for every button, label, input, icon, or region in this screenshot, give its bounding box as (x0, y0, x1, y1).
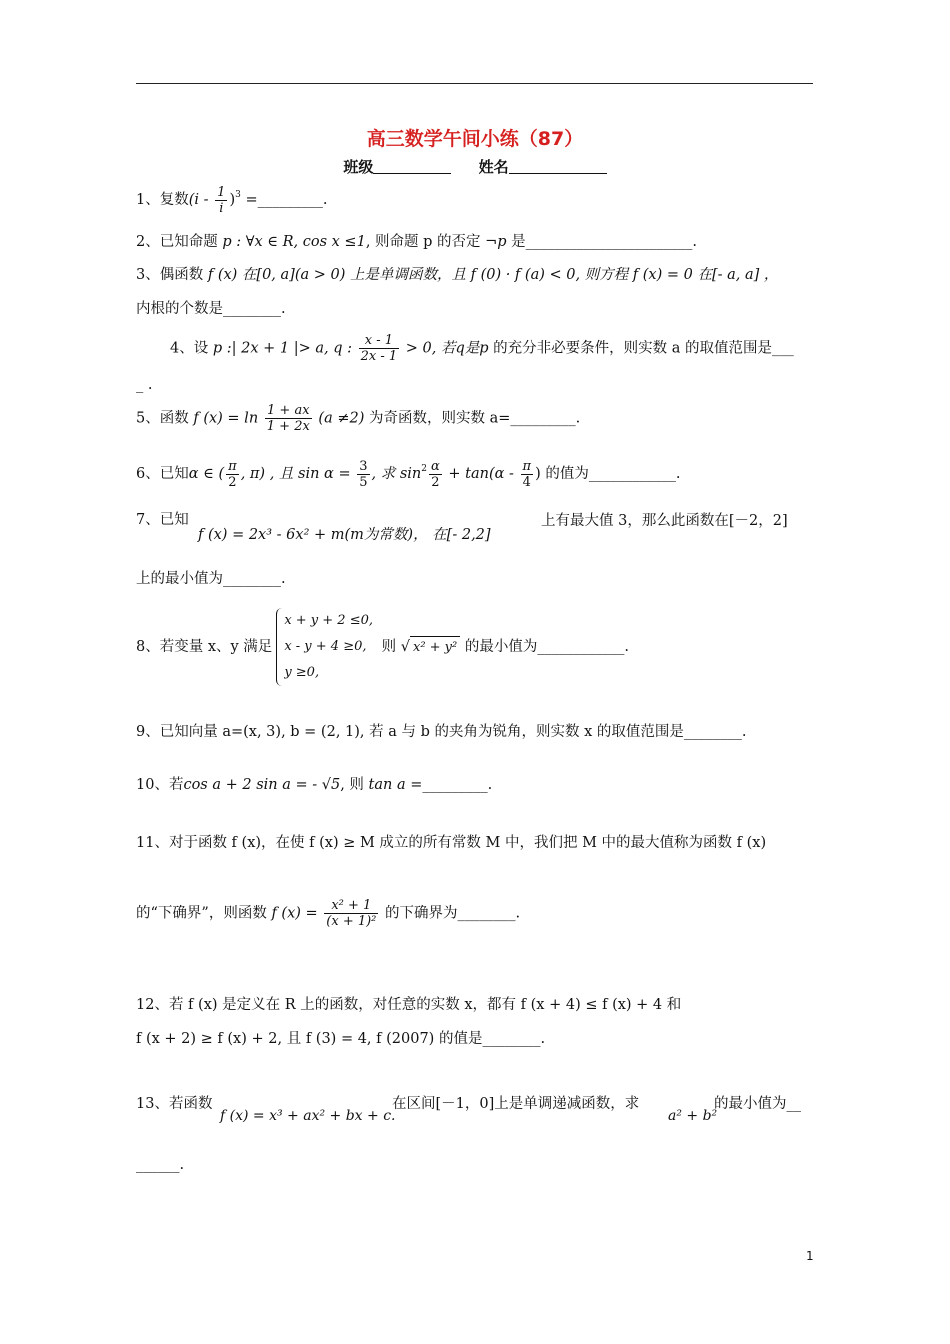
q6-den1: 2 (228, 474, 237, 490)
q6-expr-b: , π) , 且 sin α = (240, 466, 356, 482)
q6-num2: 3 (359, 458, 368, 474)
q10-mid: , 则 (340, 777, 369, 793)
q2-prefix: 2、已知命题 (136, 234, 223, 250)
q6-num1: π (228, 458, 237, 474)
q4-prefix: 4、设 (170, 340, 213, 357)
q6-prefix: 6、已知 (136, 466, 189, 482)
q6-num3: α (430, 458, 440, 474)
q5-expr-a: f (x) = ln (193, 410, 263, 427)
name-label: 姓名 (478, 158, 509, 176)
q13-prefix: 13、若函数 (136, 1096, 213, 1112)
q6-den2: 5 (359, 474, 368, 490)
q11-num: x² + 1 (324, 898, 378, 914)
q13-tail: 在区间[－1，0]上是单调递减函数，求 (392, 1096, 640, 1112)
q6-expr-c: , 求 sin (371, 466, 422, 482)
q11-expr: f (x) = (271, 905, 323, 922)
question-13-line-2: ______. (136, 1157, 185, 1173)
q1-expr-a: (i - (188, 192, 214, 208)
q8-suffix: 的最小值为____________. (460, 639, 629, 655)
q1-prefix: 1、复数 (136, 192, 189, 208)
q1-den: i (219, 200, 224, 216)
header-rule (136, 83, 813, 84)
q10-suffix: =_________. (405, 777, 493, 793)
q6-expr-e: ) (535, 466, 541, 482)
page-number: 1 (806, 1249, 814, 1263)
q5-fraction (265, 403, 312, 434)
q11-prefix: 的“下确界”，则函数 (136, 905, 272, 922)
question-12: 12、若 f (x) 是定义在 R 上的函数，对任意的实数 x，都有 f (x + 4) ≤ f (x) + 4 和 (136, 997, 682, 1013)
q4-fraction (359, 333, 400, 364)
q5-prefix: 5、函数 (136, 410, 194, 427)
q8-constraint-3: y ≥0, (284, 665, 320, 680)
q6-exp: 2 (421, 464, 427, 474)
q4-den: 2x - 1 (360, 349, 398, 364)
question-5 (136, 403, 816, 434)
q4-expr-p: p :| 2x + 1 |> a, q : (212, 340, 357, 357)
q6-den3: 2 (431, 474, 440, 490)
question-7: 7、已知 (136, 512, 189, 528)
q7-expr: f (x) = 2x³ - 6x² + m(m为常数)， 在[- 2,2] (198, 527, 491, 543)
q2-neg: ¬p (485, 234, 507, 250)
q10-expr2: tan a (368, 777, 406, 793)
class-label: 班级 (343, 158, 374, 176)
q2-suffix: 是_______________________. (506, 234, 698, 250)
class-blank[interactable] (373, 159, 451, 174)
q8-mid: 则 (377, 639, 401, 655)
question-2 (136, 231, 816, 253)
q6-expr-d: + tan(α - (443, 466, 519, 482)
q5-suffix: 为奇函数，则实数 a=_________. (364, 410, 581, 427)
student-info (0, 156, 950, 177)
q1-num: 1 (217, 184, 226, 200)
q10-expr: cos a + 2 sin a = - √5 (183, 777, 341, 793)
q1-expr-b: ) (229, 192, 236, 208)
q8-root: x² + y² (410, 636, 460, 659)
q6-den4: 4 (522, 474, 531, 490)
q3-prefix: 3、偶函数 (136, 267, 208, 283)
q5-den: 1 + 2x (266, 419, 310, 434)
name-blank[interactable] (509, 159, 607, 174)
q6-fraction-1 (226, 459, 239, 490)
q11-suffix: 的下确界为________. (380, 905, 521, 922)
q4-suffix: 的充分非必要条件，则实数 a 的取值范围是___ (488, 340, 794, 357)
q13-expr: f (x) = x³ + ax² + bx + c. (220, 1108, 396, 1124)
question-12-line-2: f (x + 2) ≥ f (x) + 2, 且 f (3) = 4, f (2007) 的值是________. (136, 1031, 546, 1047)
question-11-line-2 (136, 898, 816, 929)
q13-ab: a² + b² (668, 1108, 718, 1124)
q6-num4: π (522, 458, 532, 474)
q1-suffix: =_________. (240, 192, 328, 208)
q8-constraint-1: x + y + 2 ≤0, (284, 613, 374, 628)
q6-expr-a: α ∈ ( (188, 466, 225, 482)
page-title: 高三数学午间小练（87） (366, 128, 584, 150)
q1-fraction (215, 185, 227, 216)
q2-expr: p : ∀x ∈ R, cos x ≤1 (222, 234, 366, 250)
question-9: 9、已知向量 a=(x, 3), b = (2, 1), 若 a 与 b 的夹角为锐角，则实数 x 的取值范围是________. (136, 724, 747, 740)
q4-num: x - 1 (359, 333, 400, 349)
q6-fraction-2 (357, 459, 369, 490)
q6-fraction-3 (429, 459, 442, 490)
q1-exp: 3 (235, 190, 241, 200)
question-10 (136, 774, 816, 796)
question-7-line-2: 上的最小值为________. (136, 571, 286, 587)
q2-mid: , 则命题 p 的否定 (365, 234, 486, 250)
question-1 (136, 184, 816, 216)
question-4 (170, 333, 850, 364)
q13-suffix: 的最小值为__ (714, 1096, 801, 1112)
question-6 (136, 458, 816, 490)
q3-expr: f (x) 在[0, a](a > 0) 上是单调函数，且 f (0) · f (a) < 0, 则方程 f (x) = 0 在[- a, a] ， (207, 267, 779, 283)
q5-num: 1 + ax (265, 403, 312, 419)
q8-prefix: 8、若变量 x、y 满足 (136, 639, 273, 655)
q13-suffix-line (714, 1093, 814, 1115)
q6-suffix: 的值为____________. (540, 466, 681, 482)
question-4-line-2: _ . (136, 377, 153, 393)
q4-expr-tail: > 0, 若q是p (401, 340, 489, 357)
question-3 (136, 264, 816, 286)
q7-tail: 上有最大值 3，那么此函数在[－2，2] (541, 513, 788, 529)
q8-constraint-2: x - y + 4 ≥0, (284, 639, 367, 654)
q8-constraint-system (276, 608, 373, 686)
question-8: 8、若变量 x、y 满足 x + y + 2 ≤0, x - y + 4 ≥0, y ≥0, 则 √ x² + y² 的最小值为____________. (136, 608, 816, 686)
q11-fraction (324, 898, 378, 929)
q11-den: (x + 1)² (326, 914, 377, 929)
q5-expr-b: (a ≠2) (313, 410, 365, 427)
question-11: 11、对于函数 f (x)，在使 f (x) ≥ M 成立的所有常数 M 中，我们把 M 中的最大值称为函数 f (x) (136, 835, 767, 851)
q10-prefix: 10、若 (136, 777, 184, 793)
question-3-line-2: 内根的个数是________. (136, 301, 286, 317)
q6-fraction-4 (521, 459, 534, 490)
